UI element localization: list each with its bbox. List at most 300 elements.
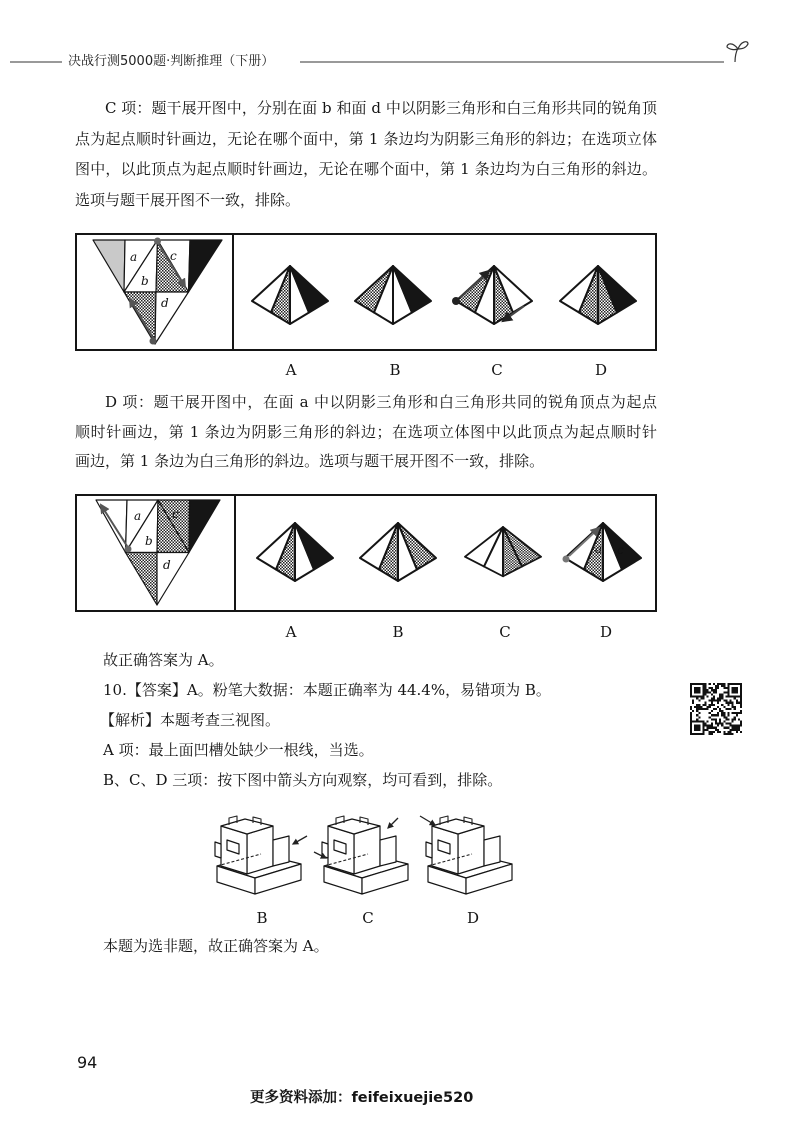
net-label-d: d: [161, 296, 169, 310]
qr-module: [738, 702, 740, 704]
qr-module: [715, 687, 717, 689]
qr-module: [717, 698, 719, 700]
qr-module: [690, 718, 692, 720]
qr-module: [702, 704, 704, 706]
qr-module: [698, 708, 700, 710]
qr-module: [723, 731, 725, 733]
qr-module: [740, 702, 742, 704]
qr-module: [732, 718, 734, 720]
qr-module: [702, 729, 704, 731]
qr-module: [705, 689, 707, 691]
qr-module: [727, 702, 729, 704]
qr-code-icon: [690, 683, 742, 735]
qr-module: [723, 683, 725, 685]
figure-1-option-label: C: [491, 361, 503, 379]
qr-module: [700, 698, 702, 700]
qr-module: [717, 702, 719, 704]
qr-module: [725, 727, 727, 729]
qr-module: [707, 720, 709, 722]
qr-module: [732, 733, 734, 735]
qr-module: [723, 712, 725, 714]
qr-module: [736, 725, 738, 727]
qr-module: [696, 683, 698, 685]
qr-module: [694, 733, 696, 735]
qr-module: [709, 725, 711, 727]
net-diagram-2: [96, 500, 220, 605]
qr-module: [713, 695, 715, 697]
qr-module: [736, 683, 738, 685]
qr-module: [709, 731, 711, 733]
qr-module: [694, 691, 696, 693]
qr-module: [705, 693, 707, 695]
qr-module: [702, 691, 704, 693]
net-label-c: c: [172, 507, 179, 521]
qr-module: [732, 720, 734, 722]
qr-module: [711, 698, 713, 700]
qr-module: [698, 733, 700, 735]
net-face-shaded: [93, 240, 125, 292]
qr-module: [698, 727, 700, 729]
paragraph-option-d: [75, 388, 657, 477]
qr-module: [723, 687, 725, 689]
answer-block: [75, 645, 657, 795]
qr-module: [711, 733, 713, 735]
qr-module: [711, 704, 713, 706]
block-left-step: [215, 842, 221, 858]
qr-module: [696, 708, 698, 710]
qr-module: [740, 712, 742, 714]
qr-module: [700, 683, 702, 685]
qr-module: [740, 691, 742, 693]
option-bcd-explanation: B、C、D 三项：按下图中箭头方向观察，均可看到，排除。: [103, 771, 503, 789]
qr-module: [732, 727, 734, 729]
qr-module: [727, 733, 729, 735]
qr-module: [715, 708, 717, 710]
qr-module: [713, 731, 715, 733]
header-title: 决战行测5000题·判断推理（下册）: [68, 54, 275, 69]
qr-module: [734, 689, 736, 691]
qr-module: [711, 710, 713, 712]
net-face-black: [189, 240, 223, 292]
qr-module: [725, 723, 727, 725]
qr-module: [711, 723, 713, 725]
qr-module: [730, 702, 732, 704]
qr-module: [734, 712, 736, 714]
qr-module: [702, 733, 704, 735]
qr-module: [727, 687, 729, 689]
qr-module: [696, 720, 698, 722]
qr-module: [727, 723, 729, 725]
qr-module: [736, 687, 738, 689]
qr-module: [734, 725, 736, 727]
qr-module: [717, 687, 719, 689]
qr-module: [711, 725, 713, 727]
qr-module: [709, 716, 711, 718]
qr-module: [696, 727, 698, 729]
figure-2-option-label: B: [392, 623, 404, 641]
qr-module: [702, 685, 704, 687]
qr-module: [700, 733, 702, 735]
qr-module: [698, 683, 700, 685]
qr-module: [690, 733, 692, 735]
qr-module: [736, 691, 738, 693]
pyramid-option-c: [452, 266, 532, 324]
qr-module: [692, 700, 694, 702]
qr-module: [715, 723, 717, 725]
qr-module: [700, 706, 702, 708]
qr-module: [705, 704, 707, 706]
qr-module: [711, 693, 713, 695]
qr-module: [723, 700, 725, 702]
qr-module: [734, 695, 736, 697]
qr-module: [719, 710, 721, 712]
pyramid-option-a: [257, 523, 333, 581]
qr-module: [709, 700, 711, 702]
qr-module: [736, 729, 738, 731]
qr-module: [713, 727, 715, 729]
qr-module: [702, 683, 704, 685]
qr-module: [715, 685, 717, 687]
qr-module: [732, 712, 734, 714]
qr-module: [690, 706, 692, 708]
qr-module: [707, 689, 709, 691]
qr-module: [730, 731, 732, 733]
qr-module: [707, 725, 709, 727]
view-arrow: [388, 818, 398, 828]
qr-module: [717, 700, 719, 702]
qr-module: [694, 727, 696, 729]
net-face-white: [96, 500, 127, 553]
qr-module: [734, 706, 736, 708]
pyramid-option-c: [465, 527, 541, 576]
net-face-black: [189, 500, 220, 553]
qr-module: [705, 725, 707, 727]
final-block: [75, 931, 657, 961]
qr-module: [709, 706, 711, 708]
qr-module: [721, 695, 723, 697]
qr-module: [717, 712, 719, 714]
qr-module: [692, 710, 694, 712]
option-a-explanation: A 项：最上面凹槽处缺少一根线，当选。: [103, 741, 374, 759]
qr-module: [723, 733, 725, 735]
qr-module: [732, 706, 734, 708]
qr-module: [709, 704, 711, 706]
qr-module: [690, 687, 692, 689]
figure-1: [75, 233, 657, 351]
qr-module: [711, 718, 713, 720]
qr-module: [740, 720, 742, 722]
paragraph-line: 点为起点顺时针画边，无论在哪个面中，第 1 条边均为阴影三角形的斜边；在选项立体: [75, 129, 657, 148]
qr-module: [711, 689, 713, 691]
qr-module: [738, 727, 740, 729]
net-start-dot: [150, 338, 157, 345]
qr-module: [721, 725, 723, 727]
pyramid-option-a: [252, 266, 328, 324]
qr-module: [702, 727, 704, 729]
qr-module: [725, 687, 727, 689]
qr-module: [732, 729, 734, 731]
qr-module: [713, 700, 715, 702]
qr-module: [721, 698, 723, 700]
qr-module: [690, 712, 692, 714]
figure-2: [75, 494, 657, 612]
figure-3-label: B: [256, 909, 268, 927]
qr-module: [719, 683, 721, 685]
pyramid-start-dot: [452, 297, 460, 305]
qr-module: [725, 691, 727, 693]
paragraph-line: D 项：题干展开图中，在面 a 中以阴影三角形和白三角形共同的锐角顶点为起点: [105, 393, 657, 411]
qr-module: [696, 725, 698, 727]
net-label-b: b: [145, 534, 153, 548]
qr-module: [694, 687, 696, 689]
pyramid-label-c: c: [617, 543, 624, 557]
qr-module: [696, 710, 698, 712]
qr-module: [707, 691, 709, 693]
qr-module: [719, 695, 721, 697]
qr-module: [707, 729, 709, 731]
qr-module: [732, 695, 734, 697]
qr-module: [690, 708, 692, 710]
qr-module: [734, 683, 736, 685]
qr-module: [723, 685, 725, 687]
qr-module: [696, 704, 698, 706]
net-label-c: c: [170, 249, 177, 263]
figure-1-option-label: B: [389, 361, 401, 379]
qr-module: [736, 731, 738, 733]
qr-module: [700, 708, 702, 710]
qr-module: [705, 723, 707, 725]
qr-module: [713, 704, 715, 706]
qr-module: [690, 714, 692, 716]
qr-module: [698, 691, 700, 693]
qr-module: [698, 695, 700, 697]
qr-module: [734, 708, 736, 710]
qr-module: [740, 731, 742, 733]
qr-module: [715, 729, 717, 731]
paragraph-line: C 项：题干展开图中，分别在面 b 和面 d 中以阴影三角形和白三角形共同的锐角顶: [105, 99, 657, 117]
qr-module: [702, 693, 704, 695]
qr-module: [734, 698, 736, 700]
qr-module: [715, 720, 717, 722]
qr-module: [700, 695, 702, 697]
qr-module: [698, 704, 700, 706]
qr-module: [740, 725, 742, 727]
qr-module: [698, 706, 700, 708]
qr-module: [734, 687, 736, 689]
qr-module: [717, 725, 719, 727]
qr-module: [705, 691, 707, 693]
footer-note: 更多资料添加：feifeixuejie520: [250, 1090, 474, 1106]
qr-module: [698, 716, 700, 718]
qr-module: [690, 716, 692, 718]
pyramid-option-d: [563, 523, 642, 581]
qr-module: [696, 687, 698, 689]
qr-module: [721, 685, 723, 687]
qr-module: [736, 695, 738, 697]
qr-module: [721, 683, 723, 685]
net-diagram-1: [93, 238, 222, 345]
block-view-b: [215, 816, 307, 894]
qr-module: [730, 729, 732, 731]
qr-module: [690, 683, 692, 685]
qr-module: [715, 714, 717, 716]
qr-module: [734, 691, 736, 693]
qr-module: [736, 700, 738, 702]
qr-module: [690, 723, 692, 725]
qr-module: [723, 727, 725, 729]
qr-module: [738, 712, 740, 714]
pyramid-label-a: a: [595, 542, 603, 556]
qr-module: [705, 708, 707, 710]
net-label-a: a: [130, 250, 138, 264]
qr-module: [715, 727, 717, 729]
qr-module: [715, 689, 717, 691]
qr-module: [690, 720, 692, 722]
qr-module: [719, 718, 721, 720]
analysis-heading: 【解析】本题考查三视图。: [100, 711, 281, 729]
qr-module: [732, 687, 734, 689]
qr-module: [698, 689, 700, 691]
qr-module: [740, 695, 742, 697]
qr-module: [719, 731, 721, 733]
qr-module: [709, 733, 711, 735]
paragraph-line: 图中，以此顶点为起点顺时针画边，无论在哪个面中，第 1 条边均为白三角形的斜边。: [75, 160, 657, 178]
qr-module: [727, 691, 729, 693]
qr-module: [702, 689, 704, 691]
qr-module: [702, 698, 704, 700]
qr-module: [711, 702, 713, 704]
qr-module: [721, 712, 723, 714]
qr-module: [719, 720, 721, 722]
qr-module: [740, 693, 742, 695]
qr-module: [692, 702, 694, 704]
qr-module: [692, 683, 694, 685]
block-side-part: [273, 836, 289, 866]
qr-module: [702, 725, 704, 727]
qr-module: [717, 714, 719, 716]
qr-module: [705, 729, 707, 731]
qr-module: [707, 695, 709, 697]
qr-module: [740, 698, 742, 700]
qr-module: [727, 685, 729, 687]
figure-3: [205, 800, 535, 900]
qr-module: [723, 706, 725, 708]
net-start-dot: [154, 238, 161, 245]
qr-module: [698, 729, 700, 731]
qr-module: [725, 702, 727, 704]
block-side-part: [484, 836, 500, 866]
qr-module: [725, 718, 727, 720]
qr-module: [732, 689, 734, 691]
final-answer: 本题为选非题，故正确答案为 A。: [103, 937, 329, 955]
qr-module: [730, 733, 732, 735]
qr-module: [698, 700, 700, 702]
qr-module: [696, 691, 698, 693]
qr-module: [690, 695, 692, 697]
qr-module: [702, 708, 704, 710]
qr-module: [732, 691, 734, 693]
paragraph-line: 顺时针画边，第 1 条边为阴影三角形的斜边；在选项立体图中以此顶点为起点顺时针: [75, 422, 657, 441]
qr-module: [730, 708, 732, 710]
qr-module: [727, 693, 729, 695]
block-view-d: [420, 816, 512, 894]
qr-module: [725, 716, 727, 718]
qr-module: [738, 695, 740, 697]
qr-module: [740, 704, 742, 706]
qr-module: [740, 706, 742, 708]
qr-module: [719, 698, 721, 700]
figure-3-label: C: [362, 909, 374, 927]
qr-module: [734, 727, 736, 729]
qr-module: [727, 683, 729, 685]
qr-module: [738, 729, 740, 731]
qr-module: [736, 689, 738, 691]
qr-module: [709, 727, 711, 729]
qr-module: [730, 725, 732, 727]
qr-module: [740, 689, 742, 691]
qr-module: [721, 710, 723, 712]
qr-module: [709, 683, 711, 685]
net-start-dot: [125, 546, 132, 553]
qr-module: [740, 685, 742, 687]
figure-3-label: D: [466, 909, 480, 927]
figure-1-option-label: A: [285, 361, 297, 379]
qr-module: [717, 731, 719, 733]
qr-module: [736, 714, 738, 716]
qr-module: [713, 691, 715, 693]
qr-module: [690, 693, 692, 695]
qr-module: [692, 695, 694, 697]
qr-module: [696, 729, 698, 731]
qr-module: [730, 683, 732, 685]
qr-module: [690, 727, 692, 729]
qr-module: [713, 698, 715, 700]
qr-module: [709, 691, 711, 693]
qr-module: [709, 712, 711, 714]
qr-module: [696, 714, 698, 716]
qr-module: [711, 700, 713, 702]
qr-module: [711, 687, 713, 689]
qr-module: [690, 689, 692, 691]
qr-module: [698, 687, 700, 689]
qr-module: [694, 689, 696, 691]
answer-conclusion: 故正确答案为 A。: [103, 651, 224, 669]
qr-module: [696, 733, 698, 735]
qr-module: [705, 683, 707, 685]
qr-module: [721, 693, 723, 695]
qr-module: [725, 700, 727, 702]
qr-module: [715, 691, 717, 693]
qr-module: [707, 727, 709, 729]
qr-module: [705, 687, 707, 689]
qr-module: [717, 685, 719, 687]
qr-module: [734, 729, 736, 731]
qr-module: [690, 729, 692, 731]
pyramid-option-d: [560, 266, 636, 324]
qr-module: [709, 687, 711, 689]
figure-1-option-label: D: [594, 361, 608, 379]
qr-module: [723, 716, 725, 718]
qr-module: [698, 725, 700, 727]
pyramid-option-b: [355, 266, 431, 324]
qr-module: [698, 720, 700, 722]
qr-module: [734, 718, 736, 720]
qr-module: [727, 704, 729, 706]
qr-module: [740, 683, 742, 685]
pyramid-option-b: [360, 523, 436, 581]
qr-module: [723, 691, 725, 693]
qr-module: [721, 714, 723, 716]
